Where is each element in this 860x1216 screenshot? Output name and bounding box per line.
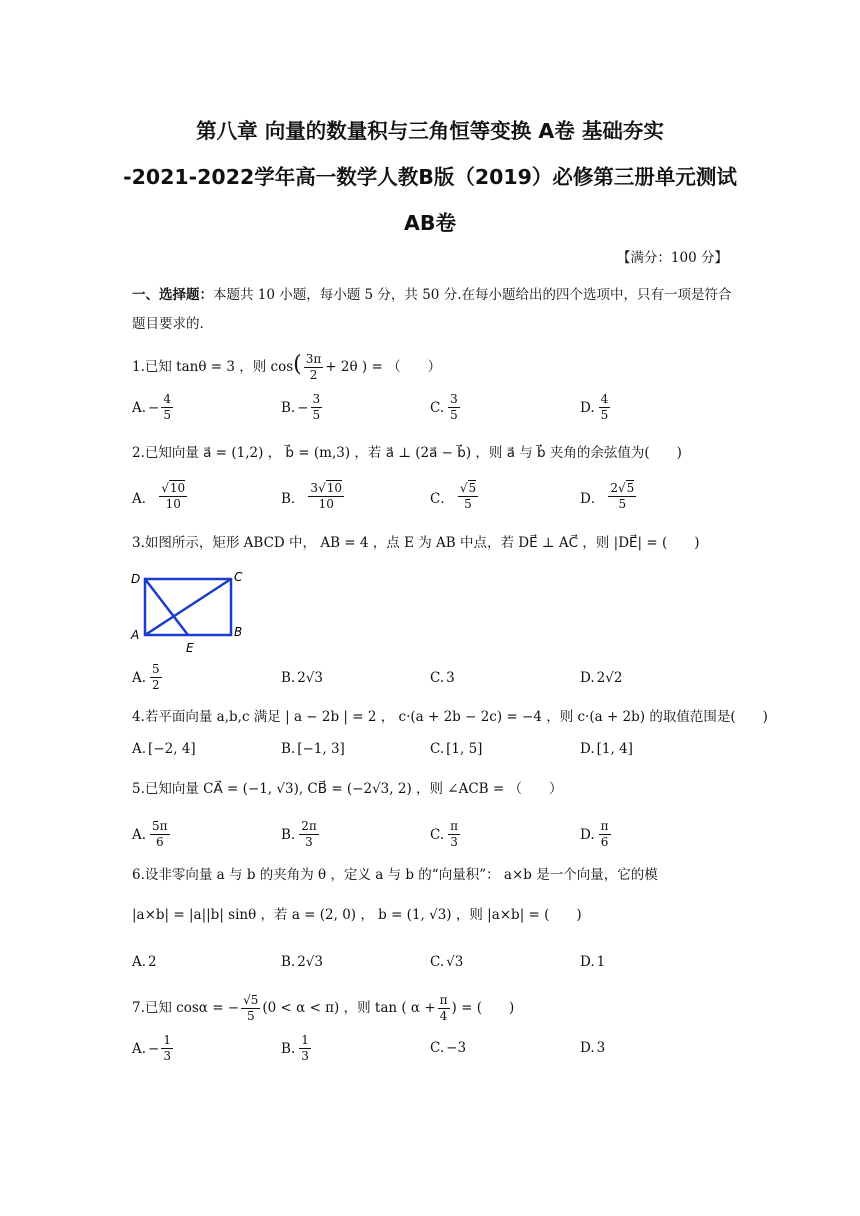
option-1a[interactable]: A. − $\frac{4}{5}$ bbox=[132, 392, 171, 422]
question-number: 1. bbox=[132, 359, 145, 375]
label-b: B bbox=[234, 625, 243, 639]
option-4a[interactable]: A. [−2, 4] bbox=[132, 741, 196, 757]
question-1: 1.已知 tanθ = 3 ，则 cos( $\frac{3\pi}{2}$ + 2θ ) = （ ） bbox=[132, 352, 442, 382]
option-7c[interactable]: C. −3 bbox=[430, 1040, 467, 1056]
option-6c[interactable]: C. √3 bbox=[430, 954, 464, 970]
question-6-line1: 6.设非零向量 a 与 b 的夹角为 θ ，定义 a 与 b 的“向量积”： a×b 是一个向量，它的模 bbox=[132, 867, 658, 883]
option-3d[interactable]: D. 2√2 bbox=[580, 670, 623, 686]
question-2: 2.已知向量 a⃗ = (1,2) ， b⃗ = (m,3) ，若 a⃗ ⊥ (2a⃗ − b⃗) ，则 a⃗ 与 b⃗ 夹角的余弦值为( ) bbox=[132, 445, 682, 461]
full-score: 【满分：100 分】 bbox=[616, 250, 728, 266]
doc-title-line2: -2021-2022学年高一数学人教B版（2019）必修第三册单元测试 bbox=[123, 165, 737, 189]
question-stem: 如图所示，矩形 ABCD 中， AB = 4 ，点 E 为 AB 中点，若 DE⃗ ⊥ AC⃗ ，则 |DE⃗| = ( ) bbox=[144, 535, 700, 551]
doc-title-line3: AB卷 bbox=[404, 211, 456, 235]
option-2b[interactable]: B． $\frac{3√10}{10}$ bbox=[281, 481, 342, 511]
section-heading: 一、选择题： bbox=[132, 287, 213, 303]
option-4d[interactable]: D. [1, 4] bbox=[580, 741, 633, 757]
option-5c[interactable]: C. $\frac{\pi}{3}$ bbox=[430, 819, 459, 849]
option-5a[interactable]: A. $\frac{5\pi}{6}$ bbox=[132, 819, 168, 849]
option-6a[interactable]: A. 2 bbox=[132, 954, 157, 970]
section-intro bbox=[132, 281, 732, 339]
option-2c[interactable]: C． $\frac{√5}{5}$ bbox=[430, 481, 477, 511]
label-d: D bbox=[131, 572, 141, 586]
option-2a[interactable]: A． $\frac{√10}{10}$ bbox=[132, 481, 186, 511]
question-6-line2: |a×b| = |a||b| sinθ ，若 a = (2, 0) ， b = (1, √3) ，则 |a×b| = ( ) bbox=[132, 907, 582, 923]
label-e: E bbox=[186, 641, 194, 654]
option-6d[interactable]: D. 1 bbox=[580, 954, 606, 970]
option-5b[interactable]: B. $\frac{2\pi}{3}$ bbox=[281, 819, 317, 849]
option-1c[interactable]: C. $\frac{3}{5}$ bbox=[430, 392, 458, 422]
option-4b[interactable]: B. [−1, 3] bbox=[281, 741, 345, 757]
label-c: C bbox=[234, 570, 243, 584]
option-2d[interactable]: D． $\frac{2√5}{5}$ bbox=[580, 481, 635, 511]
option-3b[interactable]: B. 2√3 bbox=[281, 670, 323, 686]
question-7: 7.已知 cosα = − $\frac{√5}{5}$ (0 < α < π) ，则 tan ( α + $\frac{\pi}{4}$ ) = ( ) bbox=[132, 993, 515, 1023]
option-7b[interactable]: B. $\frac{1}{3}$ bbox=[281, 1033, 309, 1063]
question-stem: 设非零向量 a 与 b 的夹角为 θ ，定义 a 与 b 的“向量积”： a×b 是一个向量，它的模 bbox=[144, 867, 658, 883]
question-stem-part: + 2θ ) = （ ） bbox=[325, 359, 442, 375]
rectangle-figure bbox=[128, 568, 248, 654]
option-1d[interactable]: D. $\frac{4}{5}$ bbox=[580, 392, 609, 422]
option-4c[interactable]: C. [1, 5] bbox=[430, 741, 483, 757]
label-a: A bbox=[131, 628, 140, 642]
doc-title-line1: 第八章 向量的数量积与三角恒等变换 A卷 基础夯实 bbox=[196, 119, 664, 143]
question-stem: 已知向量 a⃗ = (1,2) ， b⃗ = (m,3) ，若 a⃗ ⊥ (2a⃗ − b⃗) ，则 a⃗ 与 b⃗ 夹角的余弦值为( ) bbox=[144, 445, 682, 461]
question-stem-part: (0 < α < π) ，则 tan ( α + bbox=[262, 1000, 436, 1016]
option-7d[interactable]: D. 3 bbox=[580, 1040, 606, 1056]
question-4: 4.若平面向量 a,b,c 满足 | a − 2b | = 2 ， c·(a + 2b − 2c) = −4 ，则 c·(a + 2b) 的取值范围是( ) bbox=[132, 709, 768, 725]
question-stem-part: 已知 tanθ = 3 ，则 cos bbox=[144, 359, 294, 375]
question-stem: 若平面向量 a,b,c 满足 | a − 2b | = 2 ， c·(a + 2b − 2c) = −4 ，则 c·(a + 2b) 的取值范围是( ) bbox=[144, 709, 768, 725]
option-1b[interactable]: B. − $\frac{3}{5}$ bbox=[281, 392, 321, 422]
option-3c[interactable]: C. 3 bbox=[430, 670, 455, 686]
question-5: 5.已知向量 CA⃗ = (−1, √3), CB⃗ = (−2√3, 2) ，则 ∠ACB = （ ） bbox=[132, 781, 563, 797]
option-6b[interactable]: B. 2√3 bbox=[281, 954, 323, 970]
question-stem: 已知向量 CA⃗ = (−1, √3), CB⃗ = (−2√3, 2) ，则 ∠ACB = （ ） bbox=[144, 781, 563, 797]
section-desc: 本题共 10 小题，每小题 5 分，共 50 分.在每小题给出的四个选项中，只有一项是符合题目要求的. bbox=[132, 287, 732, 332]
option-5d[interactable]: D. $\frac{\pi}{6}$ bbox=[580, 819, 609, 849]
question-stem-part: ) = ( ) bbox=[451, 1000, 515, 1016]
question-3: 3.如图所示，矩形 ABCD 中， AB = 4 ，点 E 为 AB 中点，若 DE⃗ ⊥ AC⃗ ，则 |DE⃗| = ( ) bbox=[132, 535, 700, 551]
question-stem-part: 已知 cosα = − bbox=[144, 1000, 240, 1016]
option-3a[interactable]: A. $\frac{5}{2}$ bbox=[132, 662, 160, 692]
option-7a[interactable]: A. − $\frac{1}{3}$ bbox=[132, 1033, 171, 1063]
